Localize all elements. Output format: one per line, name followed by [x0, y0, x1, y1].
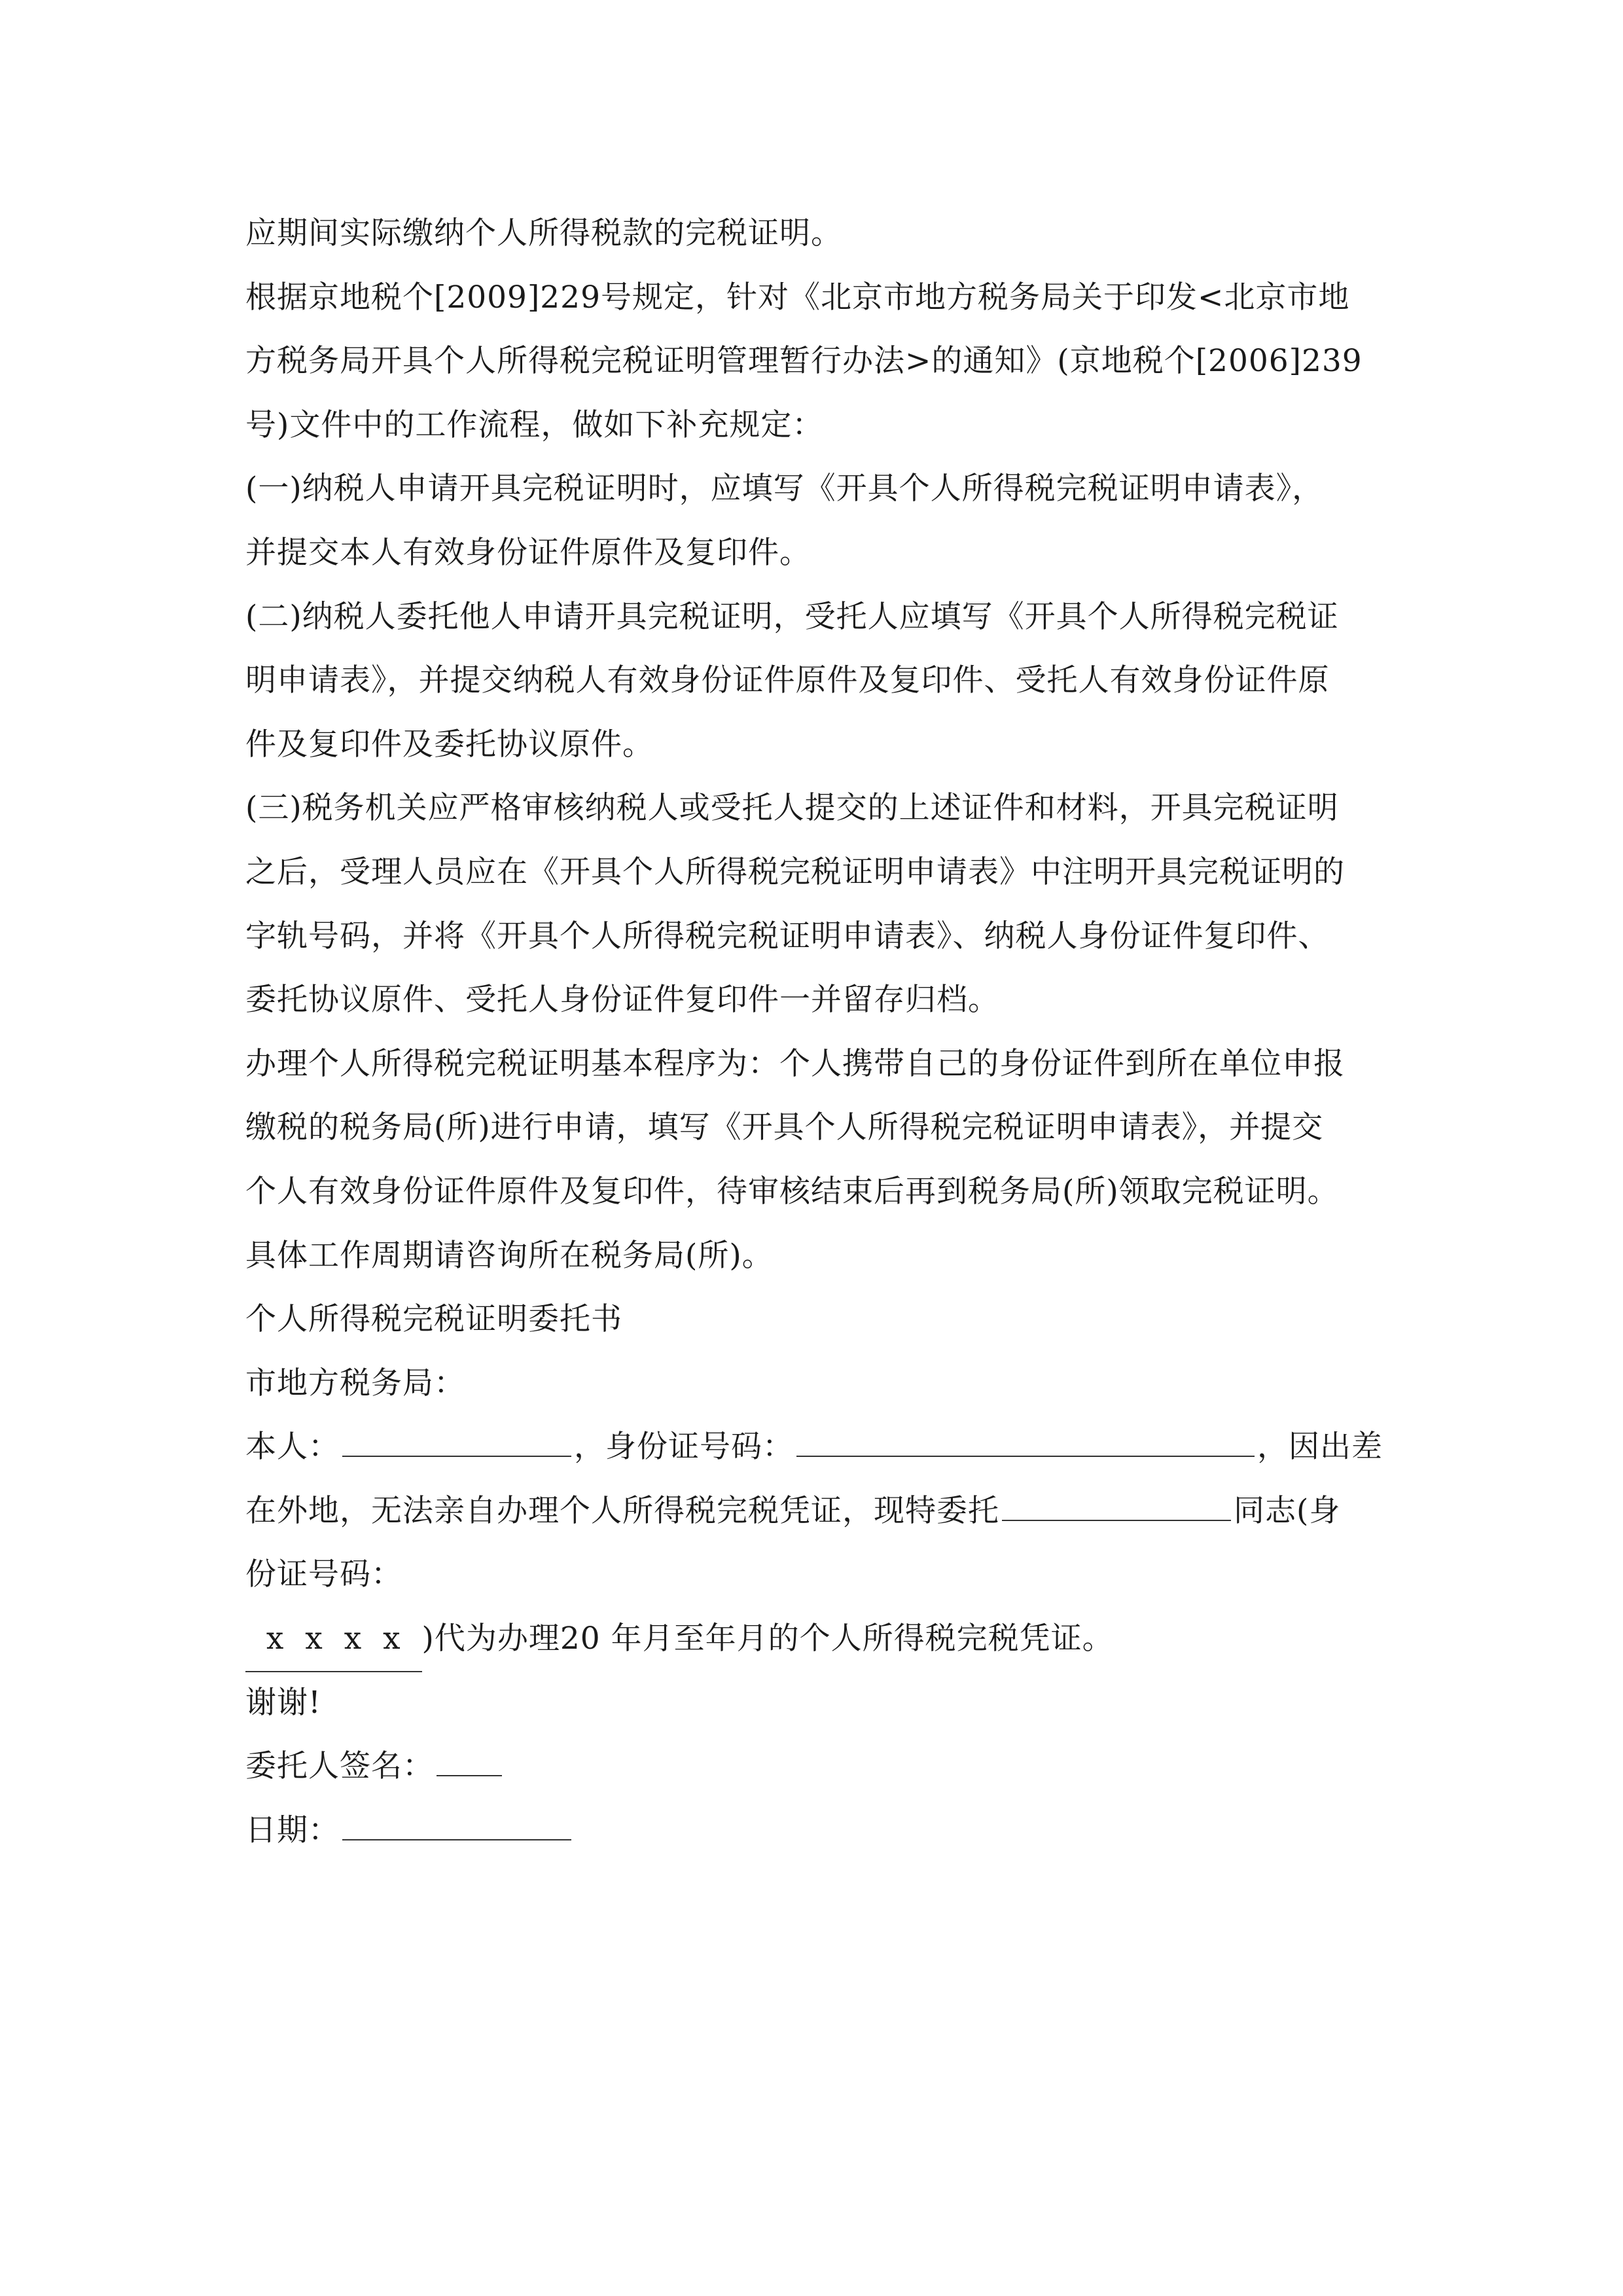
signature-line [245, 1734, 1404, 1799]
signature-blank[interactable] [437, 1741, 502, 1776]
principal-name-blank[interactable] [342, 1422, 571, 1457]
text-line: 并提交本人有效身份证件原件及复印件。 [245, 534, 811, 571]
text-line: 应期间实际缴纳个人所得税款的完税证明。 [245, 215, 842, 251]
text-line: 缴税的税务局(所)进行申请，填写《开具个人所得税完税证明申请表》，并提交 [245, 1109, 1324, 1146]
document-body [245, 202, 1404, 1862]
text-line: 之后，受理人员应在《开具个人所得税完税证明申请表》中注明开具完税证明的 [245, 853, 1345, 890]
form-addressee: 市地方税务局： [245, 1365, 465, 1401]
reason-text: ，因出差 [1257, 1429, 1383, 1465]
text-line: 委托协议原件、受托人身份证件复印件一并留存归档。 [245, 982, 999, 1018]
agent-id-char: x [344, 1621, 363, 1657]
text-line: (三)税务机关应严格审核纳税人或受托人提交的上述证件和材料，开具完税证明 [245, 790, 1339, 827]
signature-label: 委托人签名： [245, 1748, 434, 1785]
text-line: 字轨号码，并将《开具个人所得税完税证明申请表》、纳税人身份证件复印件、 [245, 918, 1330, 954]
agent-id-blank[interactable] [245, 1607, 422, 1672]
agent-id-label: 份证号码： [245, 1556, 402, 1593]
authorization-text: )代为办理20 年月至年月的个人所得税完税凭证。 [421, 1621, 1114, 1657]
date-blank[interactable] [342, 1805, 571, 1840]
form-line-agent-id [245, 1607, 1404, 1671]
text-line: 办理个人所得税完税证明基本程序为：个人携带自己的身份证件到所在单位申报 [245, 1045, 1345, 1082]
agent-id-char: x [305, 1621, 323, 1657]
form-line-principal [245, 1415, 1404, 1479]
text-line: (二)纳税人委托他人申请开具完税证明，受托人应填写《开具个人所得税完税证 [245, 598, 1339, 635]
form-title: 个人所得税完税证明委托书 [245, 1301, 622, 1338]
agent-id-char: x [383, 1621, 401, 1657]
text-line: 方税务局开具个人所得税完税证明管理暂行办法>的通知》(京地税个[2006]239 [245, 343, 1363, 380]
thanks-text: 谢谢! [245, 1684, 321, 1721]
date-label: 日期： [245, 1812, 340, 1848]
text-line: 具体工作周期请咨询所在税务局(所)。 [245, 1237, 774, 1274]
text-line: 明申请表》，并提交纳税人有效身份证件原件及复印件、受托人有效身份证件原 [245, 662, 1330, 699]
agent-suffix-text: 同志(身 [1234, 1492, 1341, 1529]
agent-intro-text: 在外地，无法亲自办理个人所得税完税凭证，现特委托 [245, 1492, 999, 1529]
principal-label: 本人： [245, 1429, 340, 1465]
agent-id-char: x [266, 1621, 285, 1657]
text-line: 件及复印件及委托协议原件。 [245, 726, 654, 762]
text-line: 根据京地税个[2009]229号规定，针对《北京市地方税务局关于印发<北京市地 [245, 279, 1350, 315]
date-line [245, 1799, 1404, 1863]
id-number-label: ，身份证号码： [574, 1429, 794, 1465]
text-line: 个人有效身份证件原件及复印件，待审核结束后再到税务局(所)领取完税证明。 [245, 1173, 1339, 1210]
text-line: (一)纳税人申请开具完税证明时，应填写《开具个人所得税完税证明申请表》， [245, 471, 1324, 507]
text-line: 号)文件中的工作流程，做如下补充规定： [245, 406, 824, 443]
id-number-blank[interactable] [796, 1422, 1255, 1457]
form-line-agent [245, 1479, 1404, 1543]
agent-name-blank[interactable] [1002, 1486, 1231, 1521]
